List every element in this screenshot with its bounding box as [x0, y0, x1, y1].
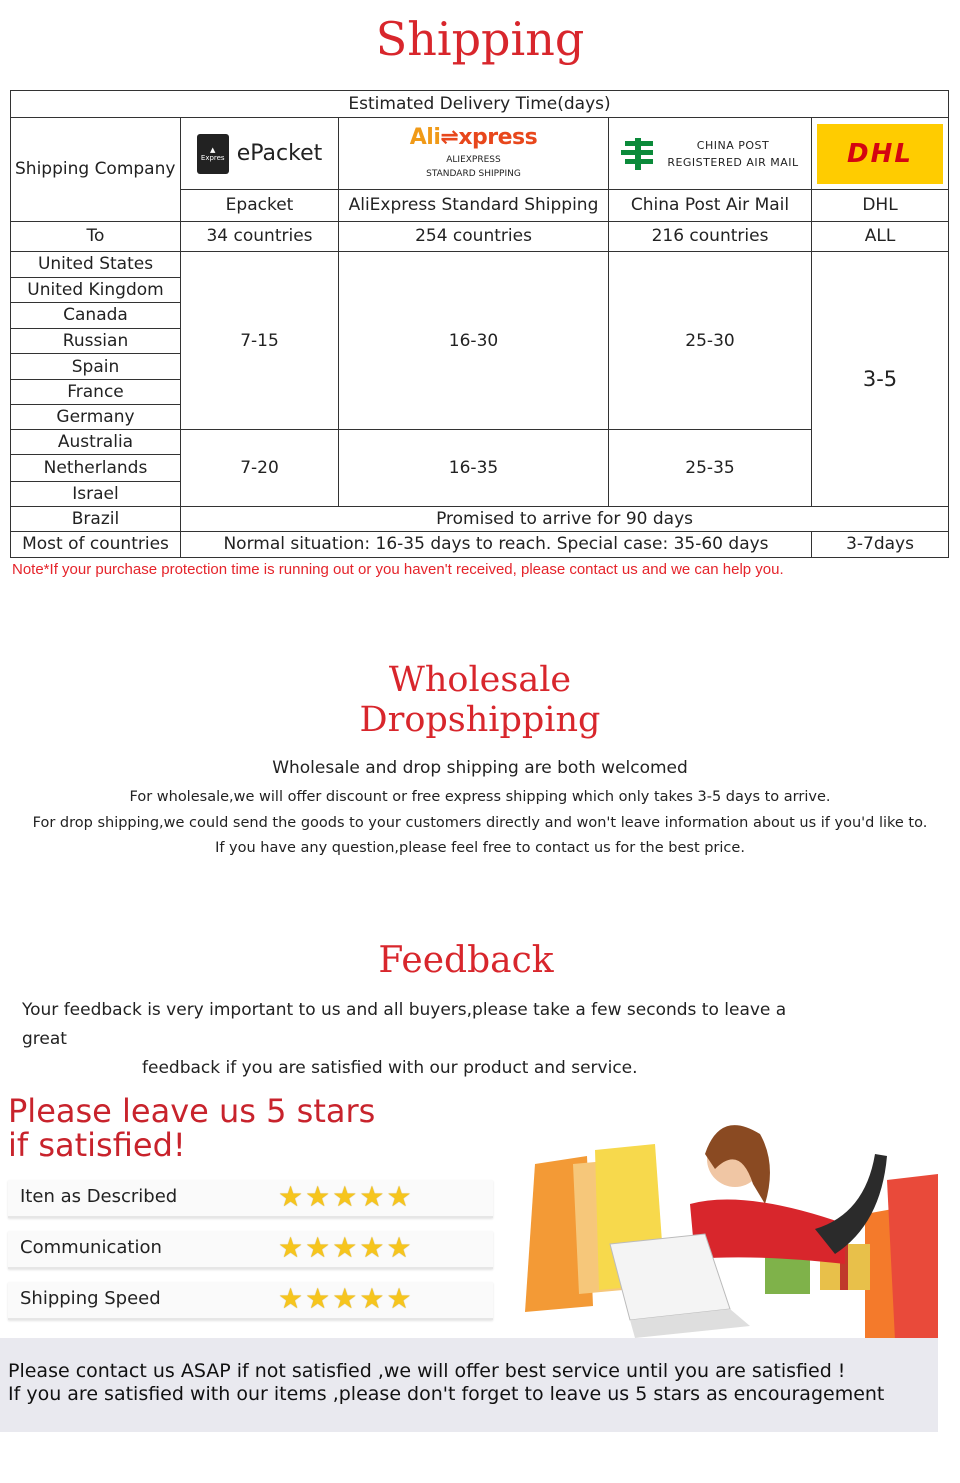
country-cell: Australia	[11, 430, 181, 455]
star-icon: ★	[332, 1232, 358, 1263]
carrier-name: Epacket	[181, 190, 339, 221]
dhl-logo-text: DHL	[847, 138, 913, 169]
aliexpress-logo	[339, 118, 609, 190]
ali-logo-part-b: xpress	[458, 124, 538, 150]
days-cell: 7-15	[181, 251, 339, 430]
feedback-text	[22, 996, 822, 1083]
carrier-name: AliExpress Standard Shipping	[339, 190, 609, 221]
wholesale-line-2: For drop shipping,we could send the goods to your customers directly and won't leave information about us if you'd like to.	[32, 815, 928, 831]
banner-headline-line-2: if satisfied!	[8, 1126, 186, 1164]
star-icon: ★	[386, 1283, 412, 1314]
rating-label: Communication	[20, 1237, 162, 1258]
star-icon: ★	[278, 1283, 304, 1314]
star-icon: ★	[332, 1283, 358, 1314]
china-post-emblem-icon	[621, 136, 657, 172]
banner-headline	[8, 1094, 375, 1162]
dhl-days-cell: 3-5	[812, 251, 949, 506]
wholesale-subtitle: Wholesale and drop shipping are both welcomed	[272, 758, 688, 778]
banner-footer-line-1: Please contact us ASAP if not satisfied ,we will offer best service until you are satisfied !	[8, 1360, 846, 1382]
country-cell: United Kingdom	[11, 277, 181, 302]
star-icon: ★	[305, 1181, 331, 1212]
most-countries-dhl-cell: 3-7days	[812, 531, 949, 557]
star-icon: ★	[359, 1232, 385, 1263]
wholesale-title-line-2: Dropshipping	[359, 700, 601, 740]
country-cell: Netherlands	[11, 455, 181, 481]
rating-row	[8, 1282, 493, 1320]
coverage-cell: 254 countries	[339, 221, 609, 251]
five-star-banner	[0, 1080, 938, 1432]
country-cell: Israel	[11, 481, 181, 506]
cpost-line-2: REGISTERED AIR MAIL	[667, 155, 799, 169]
wholesale-title-line-1: Wholesale	[388, 660, 572, 700]
wholesale-line-1: For wholesale,we will offer discount or free express shipping which only takes 3-5 days to arrive.	[129, 789, 831, 805]
cpost-line-1: CHINA POST	[696, 138, 770, 152]
carrier-name: China Post Air Mail	[609, 190, 812, 221]
star-rating	[278, 1233, 412, 1263]
ali-logo-part-a: Ali	[409, 124, 441, 150]
ali-sub-2: STANDARD SHIPPING	[426, 168, 521, 179]
carrier-name: DHL	[812, 190, 949, 221]
rating-label: Iten as Described	[20, 1186, 178, 1207]
coverage-cell: ALL	[812, 221, 949, 251]
wholesale-title	[0, 660, 960, 740]
star-icon: ★	[386, 1232, 412, 1263]
country-cell: Canada	[11, 302, 181, 328]
shipping-title: Shipping	[375, 12, 585, 66]
rating-row	[8, 1180, 493, 1218]
country-cell: United States	[11, 251, 181, 277]
most-countries-note-cell: Normal situation: 16-35 days to reach. Special case: 35-60 days	[181, 531, 812, 557]
country-cell: Russian	[11, 328, 181, 353]
wholesale-line-3: If you have any question,please feel free to contact us for the best price.	[215, 840, 745, 856]
banner-footer-line-2: If you are satisfied with our items ,please don't forget to leave us 5 stars as encouragement	[8, 1383, 885, 1405]
rating-label: Shipping Speed	[20, 1288, 161, 1309]
to-label: To	[11, 221, 181, 251]
china-post-logo	[609, 118, 812, 190]
shipping-note: Note*If your purchase protection time is running out or you haven't received, please contact us and we can help you.	[12, 561, 784, 578]
coverage-cell: 216 countries	[609, 221, 812, 251]
star-icon: ★	[278, 1232, 304, 1263]
dhl-logo	[812, 118, 949, 190]
star-icon: ★	[305, 1283, 331, 1314]
brazil-note-cell: Promised to arrive for 90 days	[181, 506, 949, 531]
country-cell: Most of countries	[11, 531, 181, 557]
days-cell: 25-35	[609, 430, 812, 506]
star-icon: ★	[278, 1181, 304, 1212]
rating-row	[8, 1231, 493, 1269]
coverage-cell: 34 countries	[181, 221, 339, 251]
feedback-text-line-1: Your feedback is very important to us and all buyers,please take a few seconds to leave a great	[22, 1000, 787, 1049]
star-icon: ★	[386, 1181, 412, 1212]
star-icon: ★	[359, 1283, 385, 1314]
star-icon: ★	[305, 1232, 331, 1263]
ali-sub-1: ALIEXPRESS	[446, 154, 501, 165]
feedback-text-line-2: feedback if you are satisfied with our product and service.	[142, 1058, 638, 1078]
epacket-logo	[181, 118, 339, 190]
banner-headline-line-1: Please leave us 5 stars	[8, 1092, 376, 1130]
shipping-table	[10, 90, 949, 558]
feedback-title: Feedback	[378, 940, 554, 981]
shopping-woman-illustration	[515, 1094, 938, 1340]
banner-footer	[0, 1338, 938, 1432]
country-cell: Spain	[11, 354, 181, 380]
table-header: Estimated Delivery Time(days)	[11, 91, 949, 118]
country-cell: Brazil	[11, 506, 181, 531]
country-cell: France	[11, 380, 181, 405]
cart-icon: ⇌	[440, 124, 459, 150]
epacket-badge-icon: ▲ Expres	[197, 134, 229, 174]
days-cell: 25-30	[609, 251, 812, 430]
star-icon: ★	[359, 1181, 385, 1212]
star-rating	[278, 1182, 412, 1212]
days-cell: 16-30	[339, 251, 609, 430]
shipping-company-label: Shipping Company	[11, 118, 181, 221]
days-cell: 16-35	[339, 430, 609, 506]
epacket-logo-text: ePacket	[236, 141, 323, 167]
days-cell: 7-20	[181, 430, 339, 506]
country-cell: Germany	[11, 405, 181, 430]
star-rating	[278, 1284, 412, 1314]
star-icon: ★	[332, 1181, 358, 1212]
